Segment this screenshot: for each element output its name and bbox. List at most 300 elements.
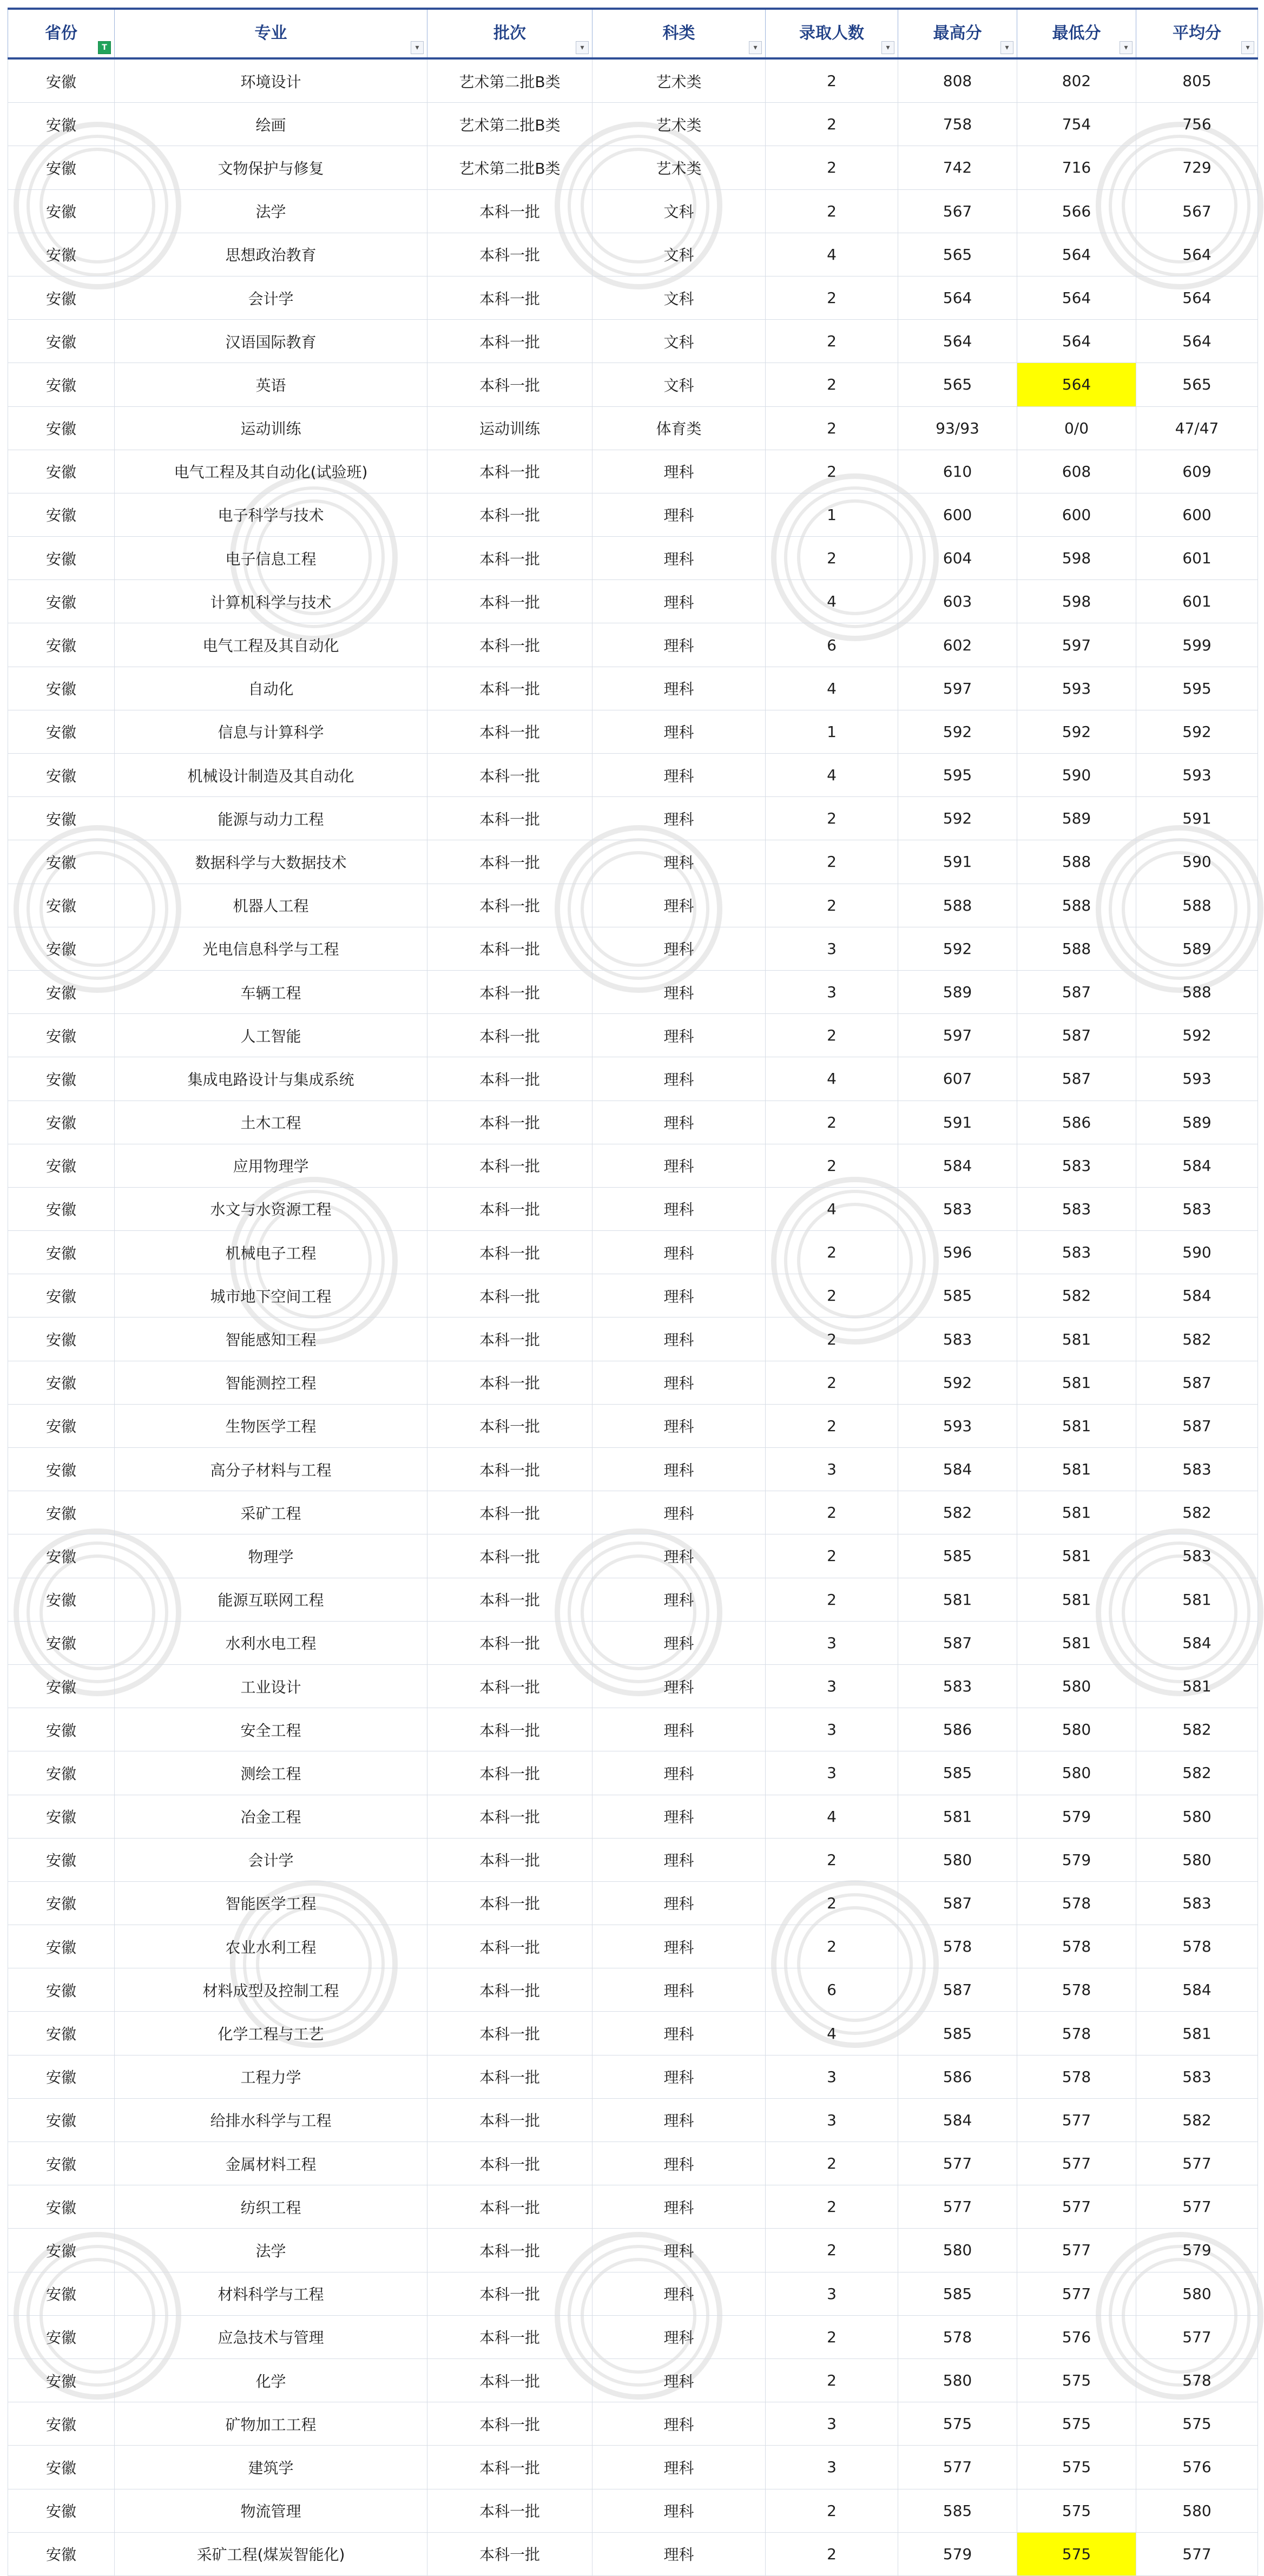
cell-batch[interactable]: 本科一批 (427, 1968, 593, 2012)
cell-province[interactable]: 安徽 (8, 450, 115, 493)
cell-batch[interactable]: 本科一批 (427, 2229, 593, 2272)
cell-avg-score[interactable]: 592 (1136, 710, 1258, 753)
cell-min-score[interactable]: 579 (1017, 1838, 1136, 1881)
cell-major[interactable]: 车辆工程 (115, 970, 427, 1013)
cell-category[interactable]: 理科 (593, 1057, 766, 1101)
cell-major[interactable]: 农业水利工程 (115, 1925, 427, 1968)
cell-major[interactable]: 化学 (115, 2358, 427, 2402)
cell-max-score[interactable]: 567 (898, 189, 1017, 233)
cell-category[interactable]: 艺术类 (593, 58, 766, 103)
cell-category[interactable]: 理科 (593, 1621, 766, 1664)
cell-province[interactable]: 安徽 (8, 1404, 115, 1447)
cell-batch[interactable]: 本科一批 (427, 537, 593, 580)
cell-batch[interactable]: 本科一批 (427, 710, 593, 753)
cell-major[interactable]: 土木工程 (115, 1101, 427, 1144)
cell-admitted[interactable]: 2 (766, 2229, 898, 2272)
cell-province[interactable]: 安徽 (8, 1491, 115, 1534)
cell-major[interactable]: 电气工程及其自动化(试验班) (115, 450, 427, 493)
cell-avg-score[interactable]: 805 (1136, 58, 1258, 103)
cell-max-score[interactable]: 591 (898, 1101, 1017, 1144)
cell-min-score[interactable]: 575 (1017, 2402, 1136, 2446)
cell-min-score[interactable]: 581 (1017, 1361, 1136, 1404)
cell-category[interactable]: 理科 (593, 580, 766, 623)
cell-avg-score[interactable]: 564 (1136, 233, 1258, 276)
cell-max-score[interactable]: 575 (898, 2402, 1017, 2446)
cell-avg-score[interactable]: 577 (1136, 2185, 1258, 2229)
cell-province[interactable]: 安徽 (8, 2272, 115, 2315)
cell-max-score[interactable]: 565 (898, 233, 1017, 276)
cell-min-score[interactable]: 592 (1017, 710, 1136, 753)
cell-admitted[interactable]: 4 (766, 754, 898, 797)
cell-province[interactable]: 安徽 (8, 1448, 115, 1491)
cell-avg-score[interactable]: 580 (1136, 1795, 1258, 1838)
cell-province[interactable]: 安徽 (8, 2489, 115, 2532)
cell-major[interactable]: 电气工程及其自动化 (115, 623, 427, 667)
cell-min-score[interactable]: 583 (1017, 1187, 1136, 1230)
cell-major[interactable]: 电子科学与技术 (115, 493, 427, 536)
cell-major[interactable]: 计算机科学与技术 (115, 580, 427, 623)
cell-admitted[interactable]: 6 (766, 1968, 898, 2012)
cell-batch[interactable]: 本科一批 (427, 1317, 593, 1361)
cell-batch[interactable]: 本科一批 (427, 1274, 593, 1317)
cell-category[interactable]: 理科 (593, 1317, 766, 1361)
cell-province[interactable]: 安徽 (8, 58, 115, 103)
cell-min-score[interactable]: 588 (1017, 927, 1136, 970)
cell-batch[interactable]: 艺术第二批B类 (427, 146, 593, 189)
cell-province[interactable]: 安徽 (8, 840, 115, 884)
cell-min-score[interactable]: 581 (1017, 1534, 1136, 1578)
cell-avg-score[interactable]: 581 (1136, 1578, 1258, 1621)
cell-min-score[interactable]: 564 (1017, 320, 1136, 363)
cell-avg-score[interactable]: 582 (1136, 1751, 1258, 1795)
cell-max-score[interactable]: 595 (898, 754, 1017, 797)
cell-avg-score[interactable]: 582 (1136, 2098, 1258, 2142)
cell-province[interactable]: 安徽 (8, 1751, 115, 1795)
cell-category[interactable]: 艺术类 (593, 146, 766, 189)
cell-admitted[interactable]: 3 (766, 927, 898, 970)
cell-batch[interactable]: 本科一批 (427, 276, 593, 319)
cell-major[interactable]: 机械电子工程 (115, 1231, 427, 1274)
cell-province[interactable]: 安徽 (8, 1664, 115, 1708)
cell-max-score[interactable]: 580 (898, 2358, 1017, 2402)
cell-major[interactable]: 建筑学 (115, 2446, 427, 2489)
cell-major[interactable]: 会计学 (115, 276, 427, 319)
cell-avg-score[interactable]: 582 (1136, 1317, 1258, 1361)
cell-province[interactable]: 安徽 (8, 406, 115, 450)
cell-min-score[interactable]: 600 (1017, 493, 1136, 536)
cell-max-score[interactable]: 587 (898, 1881, 1017, 1925)
cell-category[interactable]: 理科 (593, 493, 766, 536)
cell-admitted[interactable]: 2 (766, 797, 898, 840)
cell-province[interactable]: 安徽 (8, 2229, 115, 2272)
cell-admitted[interactable]: 2 (766, 189, 898, 233)
cell-admitted[interactable]: 2 (766, 103, 898, 146)
cell-min-score[interactable]: 597 (1017, 623, 1136, 667)
cell-batch[interactable]: 本科一批 (427, 1578, 593, 1621)
cell-admitted[interactable]: 2 (766, 537, 898, 580)
cell-max-score[interactable]: 591 (898, 840, 1017, 884)
cell-category[interactable]: 理科 (593, 1274, 766, 1317)
cell-batch[interactable]: 本科一批 (427, 233, 593, 276)
cell-province[interactable]: 安徽 (8, 970, 115, 1013)
cell-min-score[interactable]: 566 (1017, 189, 1136, 233)
cell-province[interactable]: 安徽 (8, 1621, 115, 1664)
cell-batch[interactable]: 本科一批 (427, 1795, 593, 1838)
cell-max-score[interactable]: 604 (898, 537, 1017, 580)
cell-category[interactable]: 理科 (593, 1968, 766, 2012)
cell-province[interactable]: 安徽 (8, 667, 115, 710)
cell-category[interactable]: 理科 (593, 1101, 766, 1144)
cell-min-score[interactable]: 575 (1017, 2446, 1136, 2489)
cell-admitted[interactable]: 2 (766, 320, 898, 363)
cell-province[interactable]: 安徽 (8, 276, 115, 319)
cell-major[interactable]: 材料科学与工程 (115, 2272, 427, 2315)
cell-avg-score[interactable]: 592 (1136, 1014, 1258, 1057)
cell-category[interactable]: 理科 (593, 2489, 766, 2532)
cell-admitted[interactable]: 2 (766, 1231, 898, 1274)
cell-major[interactable]: 生物医学工程 (115, 1404, 427, 1447)
cell-avg-score[interactable]: 599 (1136, 623, 1258, 667)
cell-province[interactable]: 安徽 (8, 1838, 115, 1881)
cell-avg-score[interactable]: 580 (1136, 2272, 1258, 2315)
cell-max-score[interactable]: 583 (898, 1317, 1017, 1361)
cell-major[interactable]: 矿物加工工程 (115, 2402, 427, 2446)
cell-admitted[interactable]: 2 (766, 884, 898, 927)
cell-category[interactable]: 理科 (593, 623, 766, 667)
cell-admitted[interactable]: 2 (766, 1101, 898, 1144)
cell-major[interactable]: 纺织工程 (115, 2185, 427, 2229)
cell-max-score[interactable]: 585 (898, 1274, 1017, 1317)
cell-province[interactable]: 安徽 (8, 1101, 115, 1144)
cell-admitted[interactable]: 2 (766, 2532, 898, 2575)
cell-province[interactable]: 安徽 (8, 797, 115, 840)
filter-dropdown-icon[interactable]: ▾ (1241, 41, 1254, 54)
cell-category[interactable]: 理科 (593, 970, 766, 1013)
cell-batch[interactable]: 本科一批 (427, 2185, 593, 2229)
cell-max-score[interactable]: 577 (898, 2446, 1017, 2489)
cell-province[interactable]: 安徽 (8, 2315, 115, 2358)
cell-admitted[interactable]: 2 (766, 1491, 898, 1534)
cell-category[interactable]: 理科 (593, 1838, 766, 1881)
cell-min-score[interactable]: 578 (1017, 2012, 1136, 2055)
cell-min-score[interactable]: 578 (1017, 2055, 1136, 2098)
cell-major[interactable]: 法学 (115, 189, 427, 233)
cell-province[interactable]: 安徽 (8, 2358, 115, 2402)
cell-min-score[interactable]: 598 (1017, 580, 1136, 623)
cell-max-score[interactable]: 586 (898, 1708, 1017, 1751)
cell-batch[interactable]: 本科一批 (427, 2446, 593, 2489)
cell-batch[interactable]: 本科一批 (427, 1621, 593, 1664)
cell-max-score[interactable]: 585 (898, 2012, 1017, 2055)
cell-avg-score[interactable]: 584 (1136, 1144, 1258, 1187)
cell-admitted[interactable]: 2 (766, 2185, 898, 2229)
filter-dropdown-icon[interactable]: ▾ (881, 41, 894, 54)
cell-admitted[interactable]: 2 (766, 146, 898, 189)
cell-avg-score[interactable]: 588 (1136, 970, 1258, 1013)
cell-category[interactable]: 理科 (593, 1231, 766, 1274)
cell-avg-score[interactable]: 609 (1136, 450, 1258, 493)
cell-max-score[interactable]: 808 (898, 58, 1017, 103)
cell-category[interactable]: 理科 (593, 1404, 766, 1447)
cell-admitted[interactable]: 2 (766, 2358, 898, 2402)
cell-avg-score[interactable]: 601 (1136, 537, 1258, 580)
cell-avg-score[interactable]: 564 (1136, 276, 1258, 319)
cell-province[interactable]: 安徽 (8, 1361, 115, 1404)
cell-category[interactable]: 理科 (593, 2446, 766, 2489)
cell-category[interactable]: 理科 (593, 754, 766, 797)
cell-province[interactable]: 安徽 (8, 710, 115, 753)
cell-min-score[interactable]: 580 (1017, 1664, 1136, 1708)
cell-category[interactable]: 理科 (593, 1925, 766, 1968)
cell-batch[interactable]: 本科一批 (427, 2358, 593, 2402)
cell-avg-score[interactable]: 584 (1136, 1968, 1258, 2012)
cell-min-score[interactable]: 587 (1017, 1014, 1136, 1057)
cell-category[interactable]: 文科 (593, 320, 766, 363)
cell-max-score[interactable]: 582 (898, 1491, 1017, 1534)
cell-major[interactable]: 数据科学与大数据技术 (115, 840, 427, 884)
cell-min-score[interactable]: 577 (1017, 2098, 1136, 2142)
cell-province[interactable]: 安徽 (8, 493, 115, 536)
cell-admitted[interactable]: 3 (766, 2402, 898, 2446)
cell-max-score[interactable]: 592 (898, 710, 1017, 753)
cell-category[interactable]: 理科 (593, 2012, 766, 2055)
cell-province[interactable]: 安徽 (8, 1187, 115, 1230)
cell-min-score[interactable]: 575 (1017, 2489, 1136, 2532)
cell-category[interactable]: 理科 (593, 884, 766, 927)
cell-batch[interactable]: 艺术第二批B类 (427, 103, 593, 146)
cell-min-score[interactable]: 581 (1017, 1491, 1136, 1534)
cell-category[interactable]: 文科 (593, 233, 766, 276)
cell-avg-score[interactable]: 578 (1136, 2358, 1258, 2402)
cell-avg-score[interactable]: 576 (1136, 2446, 1258, 2489)
cell-category[interactable]: 理科 (593, 2098, 766, 2142)
cell-max-score[interactable]: 596 (898, 1231, 1017, 1274)
cell-max-score[interactable]: 584 (898, 1448, 1017, 1491)
cell-avg-score[interactable]: 581 (1136, 2012, 1258, 2055)
cell-admitted[interactable]: 2 (766, 58, 898, 103)
cell-province[interactable]: 安徽 (8, 1317, 115, 1361)
cell-major[interactable]: 采矿工程(煤炭智能化) (115, 2532, 427, 2575)
filter-dropdown-icon[interactable]: ▾ (1000, 41, 1013, 54)
cell-avg-score[interactable]: 591 (1136, 797, 1258, 840)
cell-max-score[interactable]: 597 (898, 667, 1017, 710)
cell-avg-score[interactable]: 564 (1136, 320, 1258, 363)
cell-major[interactable]: 应用物理学 (115, 1144, 427, 1187)
cell-avg-score[interactable]: 593 (1136, 754, 1258, 797)
cell-min-score[interactable]: 587 (1017, 1057, 1136, 1101)
cell-avg-score[interactable]: 577 (1136, 2142, 1258, 2185)
cell-max-score[interactable]: 600 (898, 493, 1017, 536)
cell-batch[interactable]: 本科一批 (427, 1708, 593, 1751)
cell-category[interactable]: 理科 (593, 927, 766, 970)
cell-min-score[interactable]: 579 (1017, 1795, 1136, 1838)
cell-avg-score[interactable]: 581 (1136, 1664, 1258, 1708)
cell-admitted[interactable]: 3 (766, 2055, 898, 2098)
cell-min-score[interactable]: 575 (1017, 2358, 1136, 2402)
cell-admitted[interactable]: 3 (766, 2098, 898, 2142)
cell-category[interactable]: 理科 (593, 1491, 766, 1534)
cell-batch[interactable]: 本科一批 (427, 2055, 593, 2098)
cell-province[interactable]: 安徽 (8, 1968, 115, 2012)
cell-batch[interactable]: 本科一批 (427, 1491, 593, 1534)
cell-min-score[interactable]: 754 (1017, 103, 1136, 146)
cell-major[interactable]: 机器人工程 (115, 884, 427, 927)
cell-avg-score[interactable]: 583 (1136, 2055, 1258, 2098)
cell-min-score[interactable]: 583 (1017, 1231, 1136, 1274)
cell-major[interactable]: 金属材料工程 (115, 2142, 427, 2185)
cell-category[interactable]: 理科 (593, 1534, 766, 1578)
cell-avg-score[interactable]: 588 (1136, 884, 1258, 927)
cell-batch[interactable]: 本科一批 (427, 1664, 593, 1708)
cell-avg-score[interactable]: 582 (1136, 1708, 1258, 1751)
cell-batch[interactable]: 本科一批 (427, 2142, 593, 2185)
cell-avg-score[interactable]: 587 (1136, 1361, 1258, 1404)
cell-avg-score[interactable]: 579 (1136, 2229, 1258, 2272)
cell-max-score[interactable]: 578 (898, 2315, 1017, 2358)
cell-admitted[interactable]: 2 (766, 1317, 898, 1361)
cell-max-score[interactable]: 593 (898, 1404, 1017, 1447)
cell-batch[interactable]: 本科一批 (427, 667, 593, 710)
cell-admitted[interactable]: 2 (766, 2315, 898, 2358)
cell-admitted[interactable]: 2 (766, 2142, 898, 2185)
cell-category[interactable]: 理科 (593, 1881, 766, 1925)
cell-category[interactable]: 理科 (593, 1795, 766, 1838)
cell-min-score[interactable]: 577 (1017, 2272, 1136, 2315)
cell-major[interactable]: 智能测控工程 (115, 1361, 427, 1404)
cell-avg-score[interactable]: 582 (1136, 1491, 1258, 1534)
cell-batch[interactable]: 本科一批 (427, 1925, 593, 1968)
cell-admitted[interactable]: 3 (766, 970, 898, 1013)
cell-major[interactable]: 冶金工程 (115, 1795, 427, 1838)
cell-avg-score[interactable]: 729 (1136, 146, 1258, 189)
cell-major[interactable]: 机械设计制造及其自动化 (115, 754, 427, 797)
cell-min-score[interactable]: 577 (1017, 2185, 1136, 2229)
cell-max-score[interactable]: 589 (898, 970, 1017, 1013)
cell-category[interactable]: 体育类 (593, 406, 766, 450)
cell-avg-score[interactable]: 567 (1136, 189, 1258, 233)
cell-max-score[interactable]: 577 (898, 2142, 1017, 2185)
cell-province[interactable]: 安徽 (8, 2055, 115, 2098)
cell-max-score[interactable]: 758 (898, 103, 1017, 146)
cell-province[interactable]: 安徽 (8, 754, 115, 797)
cell-batch[interactable]: 本科一批 (427, 1361, 593, 1404)
cell-max-score[interactable]: 587 (898, 1968, 1017, 2012)
cell-major[interactable]: 文物保护与修复 (115, 146, 427, 189)
cell-min-score[interactable]: 575 (1017, 2532, 1136, 2575)
cell-max-score[interactable]: 592 (898, 797, 1017, 840)
cell-batch[interactable]: 本科一批 (427, 2098, 593, 2142)
cell-admitted[interactable]: 4 (766, 2012, 898, 2055)
cell-min-score[interactable]: 582 (1017, 1274, 1136, 1317)
cell-major[interactable]: 物流管理 (115, 2489, 427, 2532)
cell-admitted[interactable]: 3 (766, 1621, 898, 1664)
cell-province[interactable]: 安徽 (8, 884, 115, 927)
cell-batch[interactable]: 本科一批 (427, 2272, 593, 2315)
cell-admitted[interactable]: 4 (766, 1795, 898, 1838)
cell-min-score[interactable]: 577 (1017, 2142, 1136, 2185)
cell-min-score[interactable]: 0/0 (1017, 406, 1136, 450)
cell-major[interactable]: 城市地下空间工程 (115, 1274, 427, 1317)
cell-admitted[interactable]: 3 (766, 2272, 898, 2315)
cell-max-score[interactable]: 585 (898, 2272, 1017, 2315)
cell-batch[interactable]: 本科一批 (427, 840, 593, 884)
cell-max-score[interactable]: 592 (898, 1361, 1017, 1404)
cell-batch[interactable]: 本科一批 (427, 2489, 593, 2532)
cell-min-score[interactable]: 564 (1017, 233, 1136, 276)
cell-batch[interactable]: 本科一批 (427, 1534, 593, 1578)
cell-province[interactable]: 安徽 (8, 103, 115, 146)
cell-min-score[interactable]: 581 (1017, 1317, 1136, 1361)
cell-min-score[interactable]: 716 (1017, 146, 1136, 189)
cell-min-score[interactable]: 589 (1017, 797, 1136, 840)
cell-admitted[interactable]: 2 (766, 406, 898, 450)
cell-batch[interactable]: 本科一批 (427, 1144, 593, 1187)
cell-major[interactable]: 安全工程 (115, 1708, 427, 1751)
cell-province[interactable]: 安徽 (8, 580, 115, 623)
cell-admitted[interactable]: 2 (766, 363, 898, 406)
cell-min-score[interactable]: 588 (1017, 840, 1136, 884)
cell-category[interactable]: 理科 (593, 840, 766, 884)
cell-max-score[interactable]: 581 (898, 1795, 1017, 1838)
cell-province[interactable]: 安徽 (8, 927, 115, 970)
cell-min-score[interactable]: 578 (1017, 1881, 1136, 1925)
cell-max-score[interactable]: 564 (898, 320, 1017, 363)
cell-min-score[interactable]: 581 (1017, 1448, 1136, 1491)
cell-min-score[interactable]: 581 (1017, 1404, 1136, 1447)
cell-major[interactable]: 材料成型及控制工程 (115, 1968, 427, 2012)
cell-min-score[interactable]: 578 (1017, 1925, 1136, 1968)
filter-dropdown-icon[interactable]: ▾ (1120, 41, 1133, 54)
cell-min-score[interactable]: 588 (1017, 884, 1136, 927)
cell-major[interactable]: 绘画 (115, 103, 427, 146)
cell-province[interactable]: 安徽 (8, 2185, 115, 2229)
cell-category[interactable]: 理科 (593, 1187, 766, 1230)
cell-max-score[interactable]: 585 (898, 1534, 1017, 1578)
cell-avg-score[interactable]: 577 (1136, 2315, 1258, 2358)
cell-max-score[interactable]: 603 (898, 580, 1017, 623)
cell-category[interactable]: 理科 (593, 1361, 766, 1404)
cell-max-score[interactable]: 583 (898, 1664, 1017, 1708)
cell-category[interactable]: 理科 (593, 1708, 766, 1751)
cell-major[interactable]: 物理学 (115, 1534, 427, 1578)
cell-category[interactable]: 理科 (593, 710, 766, 753)
cell-admitted[interactable]: 4 (766, 667, 898, 710)
cell-category[interactable]: 理科 (593, 1014, 766, 1057)
cell-min-score[interactable]: 587 (1017, 970, 1136, 1013)
cell-avg-score[interactable]: 590 (1136, 1231, 1258, 1274)
cell-admitted[interactable]: 3 (766, 2446, 898, 2489)
cell-major[interactable]: 英语 (115, 363, 427, 406)
cell-category[interactable]: 理科 (593, 1448, 766, 1491)
cell-avg-score[interactable]: 593 (1136, 1057, 1258, 1101)
cell-batch[interactable]: 本科一批 (427, 450, 593, 493)
cell-avg-score[interactable]: 578 (1136, 1925, 1258, 1968)
cell-admitted[interactable]: 3 (766, 1664, 898, 1708)
cell-min-score[interactable]: 586 (1017, 1101, 1136, 1144)
cell-province[interactable]: 安徽 (8, 2402, 115, 2446)
cell-batch[interactable]: 本科一批 (427, 189, 593, 233)
cell-avg-score[interactable]: 589 (1136, 1101, 1258, 1144)
cell-major[interactable]: 法学 (115, 2229, 427, 2272)
cell-admitted[interactable]: 2 (766, 2489, 898, 2532)
cell-max-score[interactable]: 587 (898, 1621, 1017, 1664)
cell-max-score[interactable]: 581 (898, 1578, 1017, 1621)
cell-province[interactable]: 安徽 (8, 2446, 115, 2489)
cell-province[interactable]: 安徽 (8, 1231, 115, 1274)
cell-admitted[interactable]: 2 (766, 1925, 898, 1968)
cell-max-score[interactable]: 610 (898, 450, 1017, 493)
cell-major[interactable]: 应急技术与管理 (115, 2315, 427, 2358)
